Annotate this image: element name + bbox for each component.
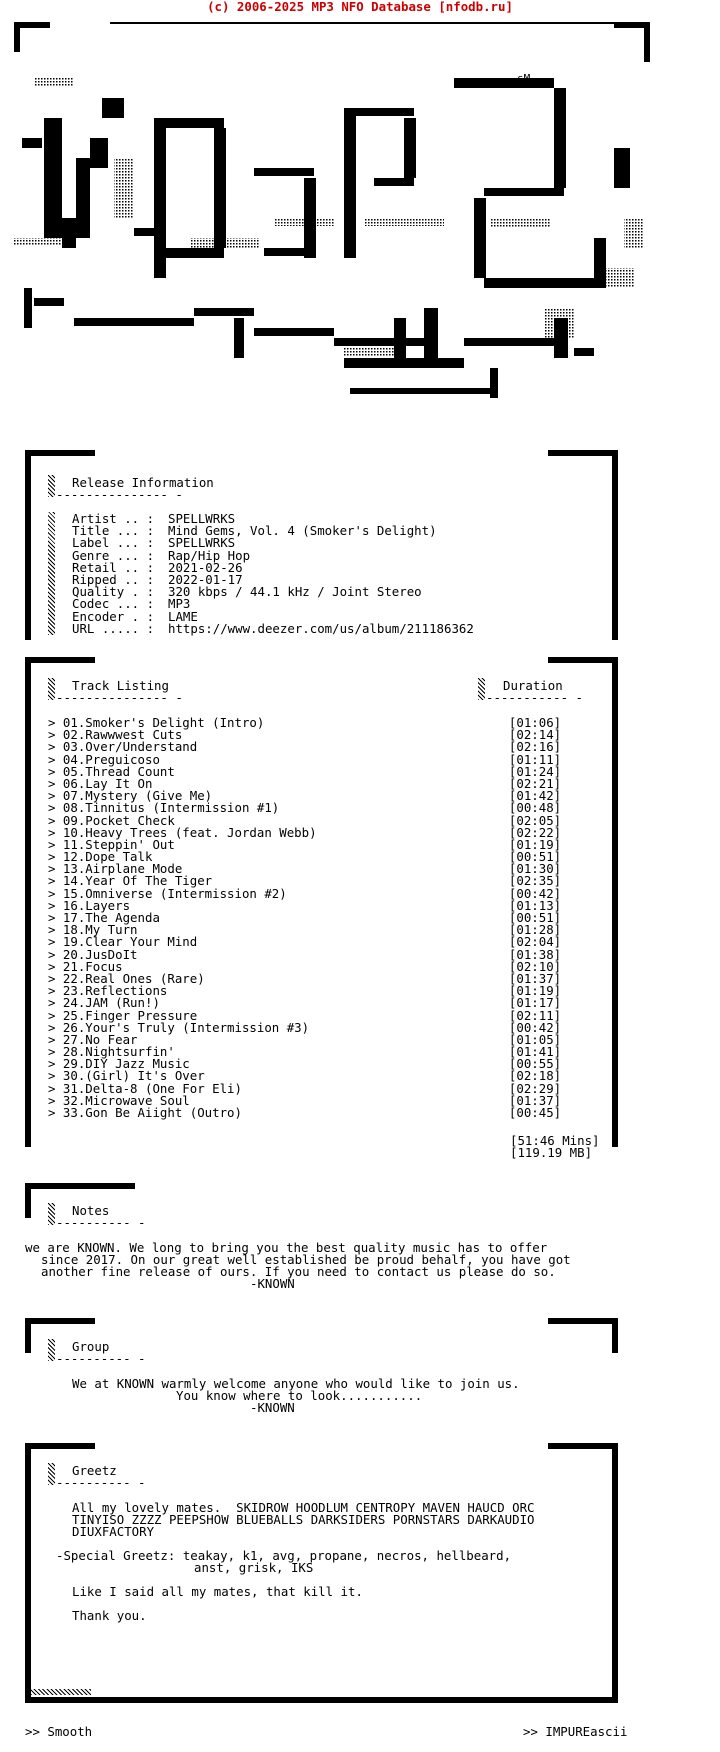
track-duration: [02:04] xyxy=(508,934,562,950)
greetz-mates: Like I said all my mates, that kill it. xyxy=(72,1584,363,1599)
track-title: 31.Delta-8 (One For Eli) xyxy=(62,1080,242,1096)
track-arrow-icon: > xyxy=(48,934,63,950)
track-arrow-icon: > xyxy=(48,1007,63,1023)
track-title: 26.Your's Truly (Intermission #3) xyxy=(62,1019,310,1035)
track-duration: [02:35] xyxy=(508,873,562,889)
release-info-label: URL ..... : xyxy=(72,620,155,636)
track-duration: [01:19] xyxy=(508,836,562,852)
track-duration: [02:11] xyxy=(508,1007,562,1023)
track-arrow-icon: > xyxy=(48,873,63,889)
track-arrow-icon: > xyxy=(48,958,63,974)
track-duration: [01:37] xyxy=(508,1092,562,1108)
notes-line: another fine release of ours. If you need to contact us please do so. xyxy=(41,1264,556,1279)
heading-underline: ----------- - xyxy=(486,690,583,705)
track-arrow-icon: > xyxy=(48,751,63,767)
track-title: 14.Year Of The Tiger xyxy=(62,873,213,889)
release-info-value: 2022-01-17 xyxy=(168,572,243,588)
track-arrow-icon: > xyxy=(48,1105,63,1120)
frame-corner xyxy=(25,1318,95,1324)
release-info-table xyxy=(72,513,474,635)
art-signature: sM xyxy=(517,72,531,85)
release-heading: Release Information xyxy=(72,475,214,490)
track-arrow-icon: > xyxy=(48,836,63,852)
frame-corner xyxy=(548,657,618,663)
track-title: 28.Nightsurfin' xyxy=(62,1044,175,1060)
track-title: 07.Mystery (Give Me) xyxy=(62,788,213,804)
track-arrow-icon: > xyxy=(48,1031,63,1047)
total-size: [119.19 MB] xyxy=(510,1145,593,1160)
track-duration: [00:42] xyxy=(508,885,562,901)
track-duration: [02:22] xyxy=(508,824,562,840)
track-title: 03.Over/Understand xyxy=(62,739,198,755)
track-arrow-icon: > xyxy=(48,788,63,804)
track-duration: [01:30] xyxy=(508,861,562,877)
track-title: 23.Reflections xyxy=(62,983,168,999)
release-info-value: Mind Gems, Vol. 4 (Smoker's Delight) xyxy=(168,523,437,539)
track-duration: [02:16] xyxy=(508,739,562,755)
release-info-label: Codec ... : xyxy=(72,596,155,612)
frame-corner xyxy=(548,1318,618,1324)
release-info-label: Artist .. : xyxy=(72,511,155,526)
heading-marker xyxy=(48,1339,55,1361)
track-duration: [01:24] xyxy=(508,763,562,779)
frame-corner xyxy=(548,1443,618,1449)
track-duration: [00:51] xyxy=(508,910,562,925)
group-line: You know where to look........... xyxy=(176,1388,423,1403)
track-title: 20.JusDoIt xyxy=(62,946,138,962)
track-title: 06.Lay It On xyxy=(62,775,153,791)
special-greetz: -Special Greetz: teakay, k1, avg, propane, necros, hellbeard, xyxy=(56,1548,512,1563)
track-duration: [00:51] xyxy=(508,849,562,865)
release-info-label: Retail .. : xyxy=(72,559,155,575)
track-arrow-icon: > xyxy=(48,1044,63,1060)
release-info-value: MP3 xyxy=(168,596,191,612)
track-title: 25.Finger Pressure xyxy=(62,1007,198,1023)
track-title: 13.Airplane Mode xyxy=(62,861,183,877)
track-arrow-icon: > xyxy=(48,885,63,901)
track-arrow-icon: > xyxy=(48,775,63,791)
track-title: 08.Tinnitus (Intermission #1) xyxy=(62,800,280,816)
duration-marker xyxy=(478,678,485,700)
track-title: 17.The Agenda xyxy=(62,910,160,925)
track-title: 01.Smoker's Delight (Intro) xyxy=(62,715,265,730)
track-duration: [01:13] xyxy=(508,897,562,913)
track-arrow-icon: > xyxy=(48,1080,63,1096)
track-arrow-icon: > xyxy=(48,910,63,925)
track-arrow-icon: > xyxy=(48,970,63,986)
heading-underline: ---------- - xyxy=(56,1475,146,1490)
heading-marker xyxy=(48,1463,55,1485)
track-arrow-icon: > xyxy=(48,739,63,755)
footer-left: >> Smooth xyxy=(25,1724,93,1739)
track-arrow-icon: > xyxy=(48,800,63,816)
frame-left xyxy=(25,1443,31,1703)
track-duration: [00:48] xyxy=(508,800,562,816)
heading-marker xyxy=(48,475,55,497)
track-arrow-icon: > xyxy=(48,946,63,962)
notes-signature: -KNOWN xyxy=(250,1276,295,1291)
release-info-label: Encoder . : xyxy=(72,608,155,624)
track-title: 05.Thread Count xyxy=(62,763,175,779)
frame-bottom xyxy=(25,1697,618,1703)
track-duration: [02:29] xyxy=(508,1080,562,1096)
frame-right xyxy=(612,1443,618,1703)
track-title: 32.Microwave Soul xyxy=(62,1092,190,1108)
frame-corner xyxy=(25,1183,135,1189)
total-time: [51:46 Mins] xyxy=(510,1133,600,1148)
track-title: 10.Heavy Trees (feat. Jordan Webb) xyxy=(62,824,317,840)
track-duration: [00:55] xyxy=(508,1056,562,1072)
group-signature: -KNOWN xyxy=(250,1400,295,1415)
greetz-heading: Greetz xyxy=(72,1463,117,1478)
release-info-value: SPELLWRKS xyxy=(168,535,236,551)
notes-line: we are KNOWN. We long to bring you the best quality music has to offer xyxy=(25,1240,548,1255)
track-title: 19.Clear Your Mind xyxy=(62,934,198,950)
frame-corner xyxy=(548,450,618,456)
ascii-logo-art xyxy=(14,18,650,420)
site-credit: (c) 2006-2025 MP3 NFO Database [nfodb.ru] xyxy=(207,0,513,14)
notes-heading: Notes xyxy=(72,1203,110,1218)
greetz-line: TINYISO ZZZZ PEEPSHOW BLUEBALLS DARKSIDERS PORNSTARS DARKAUDIO xyxy=(72,1512,535,1527)
heading-marker xyxy=(48,678,55,700)
track-arrow-icon: > xyxy=(48,1092,63,1108)
track-arrow-icon: > xyxy=(48,812,63,828)
track-duration: [02:21] xyxy=(508,775,562,791)
frame-left xyxy=(25,657,31,1147)
greetz-line: DIUXFACTORY xyxy=(72,1524,155,1539)
track-duration: [01:05] xyxy=(508,1031,562,1047)
frame-right xyxy=(612,450,618,640)
track-arrow-icon: > xyxy=(48,727,63,743)
greetz-line: All my lovely mates. SKIDROW HOODLUM CENTROPY MAVEN HAUCD ORC xyxy=(72,1500,535,1515)
track-duration: [02:14] xyxy=(508,727,562,743)
greetz-thanks: Thank you. xyxy=(72,1608,147,1623)
heading-marker xyxy=(48,1203,55,1225)
release-info-value: 2021-02-26 xyxy=(168,559,243,575)
release-info-label: Quality . : xyxy=(72,584,155,600)
track-duration: [01:37] xyxy=(508,970,562,986)
track-title: 30.(Girl) It's Over xyxy=(62,1068,205,1084)
track-arrow-icon: > xyxy=(48,1056,63,1072)
release-info-label: Genre ... : xyxy=(72,547,155,563)
track-arrow-icon: > xyxy=(48,861,63,877)
track-duration: [02:10] xyxy=(508,958,562,974)
track-arrow-icon: > xyxy=(48,1019,63,1035)
heading-underline: --------------- - xyxy=(56,487,183,502)
track-duration: [01:06] xyxy=(508,715,562,730)
duration-heading: Duration xyxy=(503,678,563,693)
track-arrow-icon: > xyxy=(48,897,63,913)
track-title: 16.Layers xyxy=(62,897,131,913)
track-title: 22.Real Ones (Rare) xyxy=(62,970,205,986)
track-arrow-icon: > xyxy=(48,849,63,865)
track-arrow-icon: > xyxy=(48,995,63,1011)
release-info-label: Title ... : xyxy=(72,523,155,539)
track-title: 11.Steppin' Out xyxy=(62,836,175,852)
track-title: 27.No Fear xyxy=(62,1031,138,1047)
track-duration: [00:42] xyxy=(508,1019,562,1035)
frame-corner xyxy=(25,450,95,456)
track-title: 04.Preguicoso xyxy=(62,751,160,767)
release-info-value: Rap/Hip Hop xyxy=(168,547,251,563)
track-title: 21.Focus xyxy=(62,958,123,974)
release-info-value: https://www.deezer.com/us/album/211186362 xyxy=(168,620,474,636)
track-duration: [01:11] xyxy=(508,751,562,767)
release-info-value: 320 kbps / 44.1 kHz / Joint Stereo xyxy=(168,584,422,600)
track-title: 12.Dope Talk xyxy=(62,849,153,865)
track-arrow-icon: > xyxy=(48,824,63,840)
notes-line: since 2017. On our great well established be proud behalf, you have got xyxy=(41,1252,571,1267)
frame-corner xyxy=(25,1443,95,1449)
track-title: 33.Gon Be Aiight (Outro) xyxy=(62,1105,242,1120)
track-duration: [01:42] xyxy=(508,788,562,804)
track-title: 29.DIY Jazz Music xyxy=(62,1056,190,1072)
heading-underline: ---------- - xyxy=(56,1351,146,1366)
release-info-row xyxy=(72,620,474,636)
frame-left xyxy=(25,1183,31,1218)
track-title: 09.Pocket Check xyxy=(62,812,175,828)
track-duration: [00:45] xyxy=(508,1105,562,1120)
info-marker xyxy=(48,512,55,635)
track-arrow-icon: > xyxy=(48,983,63,999)
track-row xyxy=(48,1107,561,1119)
frame-right xyxy=(612,1318,618,1353)
track-title: 18.My Turn xyxy=(62,922,138,938)
track-title: 15.Omniverse (Intermission #2) xyxy=(62,885,287,901)
special-greetz: anst, grisk, IKS xyxy=(194,1560,314,1575)
footer-right: >> IMPUREascii xyxy=(523,1724,628,1739)
frame-decor xyxy=(31,1689,91,1695)
track-title: 24.JAM (Run!) xyxy=(62,995,160,1011)
track-title: 02.Rawwwest Cuts xyxy=(62,727,183,743)
frame-left xyxy=(25,450,31,640)
release-info-value: LAME xyxy=(168,608,198,624)
track-row xyxy=(48,946,562,962)
track-arrow-icon: > xyxy=(48,715,63,730)
group-heading: Group xyxy=(72,1339,110,1354)
group-line: We at KNOWN warmly welcome anyone who would like to join us. xyxy=(72,1376,520,1391)
frame-left xyxy=(25,1318,31,1353)
track-duration: [01:19] xyxy=(508,983,562,999)
release-info-label: Label ... : xyxy=(72,535,155,551)
track-duration: [01:41] xyxy=(508,1044,562,1060)
frame-corner xyxy=(25,657,95,663)
track-duration: [01:38] xyxy=(508,946,562,962)
heading-underline: --------------- - xyxy=(56,690,183,705)
frame-right xyxy=(612,657,618,1147)
track-arrow-icon: > xyxy=(48,922,63,938)
track-duration: [02:18] xyxy=(508,1068,562,1084)
release-info-label: Ripped .. : xyxy=(72,572,155,588)
heading-underline: ---------- - xyxy=(56,1215,146,1230)
track-duration: [01:28] xyxy=(508,922,562,938)
release-info-value: SPELLWRKS xyxy=(168,511,236,526)
track-duration: [02:05] xyxy=(508,812,562,828)
track-arrow-icon: > xyxy=(48,763,63,779)
track-list xyxy=(48,717,561,1119)
tracklist-heading: Track Listing xyxy=(72,678,169,693)
track-duration: [01:17] xyxy=(508,995,562,1011)
track-arrow-icon: > xyxy=(48,1068,63,1084)
